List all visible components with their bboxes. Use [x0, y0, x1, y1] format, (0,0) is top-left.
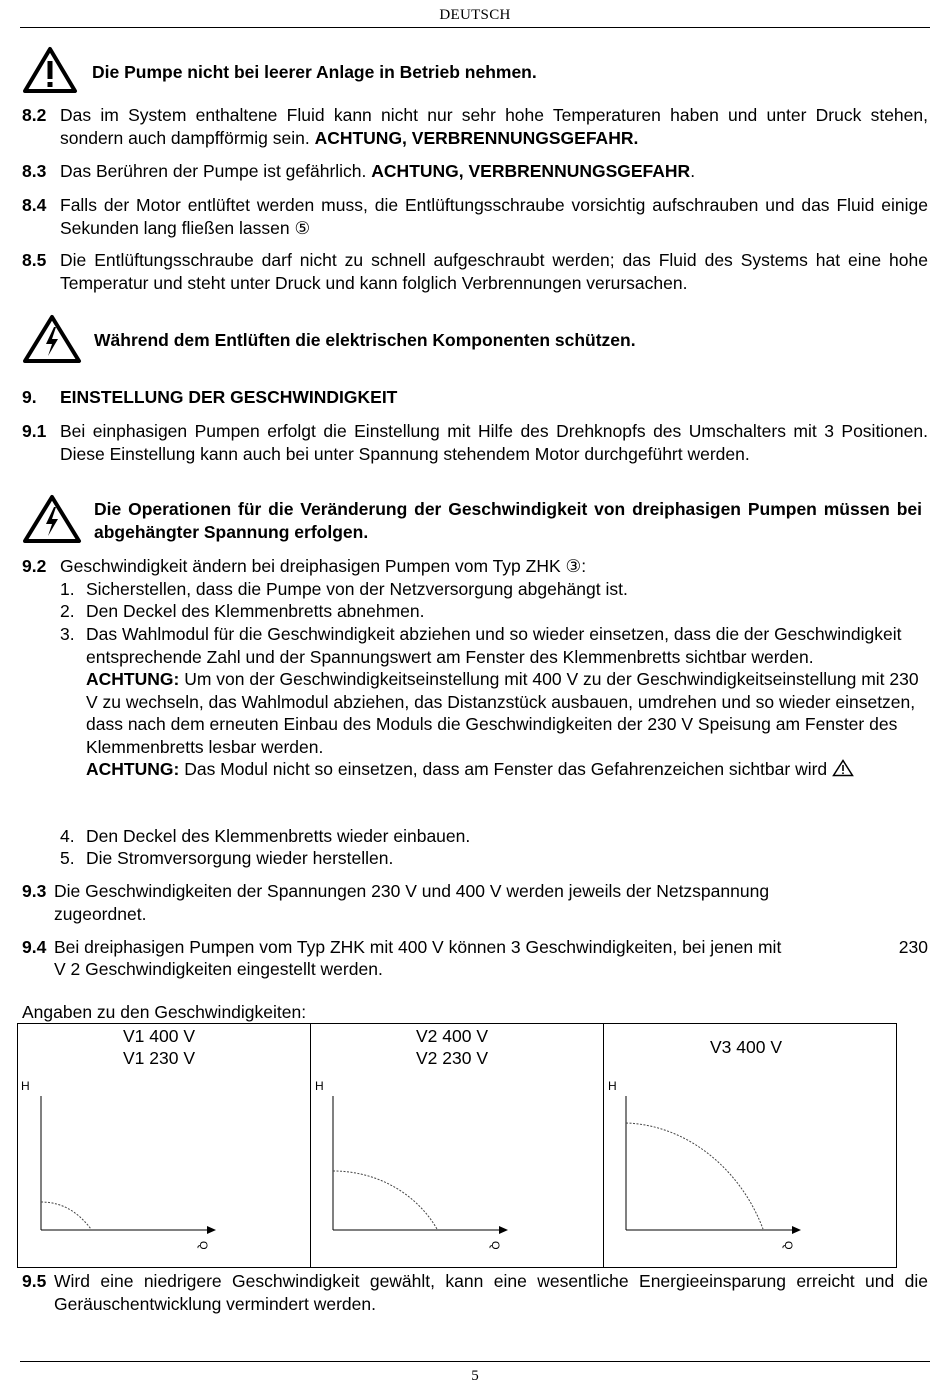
warning-empty-system: Die Pumpe nicht bei leerer Anlage in Betrieb nehmen.	[92, 62, 537, 82]
speed-panel-v2	[310, 1024, 603, 1267]
warning-three-phase-speed: Die Operationen für die Veränderung der Geschwindigkeit von dreiphasigen Pumpen müssen bei abgehängter Spannung erfolgen.	[94, 499, 922, 542]
section-8-3-text	[60, 160, 928, 183]
electrical-hazard-icon	[22, 314, 82, 364]
q-axis-label: Q	[782, 1241, 794, 1250]
electrical-hazard-icon	[22, 494, 82, 544]
list-item-number: 2.	[60, 601, 75, 621]
h-axis-label: H	[315, 1079, 324, 1093]
axis-arrow	[207, 1226, 216, 1234]
section-9-heading	[22, 386, 397, 409]
warning-electrical-components: Während dem Entlüften die elektrischen Komponenten schützen.	[94, 330, 636, 350]
list-item-text: Die Stromversorgung wieder herstellen.	[86, 848, 394, 868]
section-9-5-text: Wird eine niedrigere Geschwindigkeit gewählt, kann eine wesentliche Energieeinsparung erreicht und die Geräuschentwicklung vermindert werden.	[54, 1271, 928, 1314]
achtung-text: Um von der Geschwindigkeitseinstellung mit 400 V zu der Geschwindigkeitseinstellung mit 230 V zu wechseln, das Wahlmodul abziehen, das Distanzstück ausbauen, umdrehen und so wieder einsetzen, dass nach dem erneuten Einbau des Moduls die Geschwindigkeiten der 230 V Speisung am Fenster des Klemmenbretts lesbar werden.	[86, 669, 919, 757]
speed-curve	[333, 1171, 437, 1229]
page-header: DEUTSCH	[20, 4, 930, 28]
speed-panel-v1	[18, 1024, 310, 1267]
section-8-2-warning: ACHTUNG, VERBRENNUNGSGEFAHR.	[314, 127, 639, 148]
section-number-8-4: 8.4	[22, 195, 47, 215]
pump-curve-chart	[310, 1024, 603, 1267]
section-8-3-warning: ACHTUNG, VERBRENNUNGSGEFAHR	[371, 161, 691, 181]
speed-label: V1 400 V	[123, 1026, 195, 1046]
section-number-9-5: 9.5	[22, 1271, 47, 1291]
achtung-label: ACHTUNG:	[86, 759, 180, 779]
speed-label: V2 230 V	[416, 1048, 488, 1068]
page-number: 5	[471, 1368, 479, 1384]
section-8-5-text: Die Entlüftungsschraube darf nicht zu schnell aufgeschraubt werden; das Fluid des Systems hat eine hohe Temperatur und steht unter Druck und kann folglich Verbrennungen verursachen.	[60, 250, 928, 293]
section-number-9-3: 9.3	[22, 881, 47, 901]
warning-triangle-icon	[22, 46, 78, 94]
speed-panel-v3	[603, 1024, 896, 1267]
section-9-number: 9.	[22, 387, 37, 407]
section-9-3-text: Die Geschwindigkeiten der Spannungen 230 V und 400 V werden jeweils der Netzspannung zugeordnet.	[54, 881, 770, 924]
section-8-3-body: Das Berühren der Pumpe ist gefährlich.	[60, 161, 367, 181]
list-item-text: Den Deckel des Klemmenbretts wieder einbauen.	[86, 826, 471, 846]
section-number-9-2: 9.2	[22, 556, 47, 576]
footer-rule	[20, 1361, 930, 1362]
speed-curves-table	[17, 1023, 897, 1268]
section-8-4-text: Falls der Motor entlüftet werden muss, die Entlüftungsschraube vorsichtig aufschrauben und das Fluid einige Sekunden lang fließen lassen ⑤	[60, 195, 928, 238]
list-item-text: Sicherstellen, dass die Pumpe von der Netzversorgung abgehängt ist.	[86, 579, 628, 599]
list-item-3-achtung-2	[86, 758, 920, 781]
list-item-number: 4.	[60, 826, 75, 846]
speed-curve	[626, 1123, 763, 1229]
axis-arrow	[499, 1226, 508, 1234]
pump-curve-chart	[603, 1024, 896, 1267]
pump-curve-chart	[18, 1024, 310, 1267]
list-item-number: 1.	[60, 579, 75, 599]
list-item-3-body: Das Wahlmodul für die Geschwindigkeit abziehen und so wieder einsetzen, dass die der Geschwindigkeit entsprechende Zahl und der Spannungswert am Fenster des Klemmenbretts sichtbar werden.	[86, 624, 902, 667]
section-9-4-line2: V 2 Geschwindigkeiten eingestellt werden.	[54, 959, 383, 979]
list-item-text	[86, 623, 920, 781]
list-item-number: 3.	[60, 624, 75, 644]
section-9-1-text: Bei einphasigen Pumpen erfolgt die Einstellung mit Hilfe des Drehknopfs des Umschalters mit 3 Positionen. Diese Einstellung kann auch bei unter Spannung stehendem Motor durchgeführt werden.	[60, 421, 928, 464]
speed-label: V3 400 V	[710, 1037, 782, 1057]
section-9-4-line1-end: 230	[898, 937, 928, 957]
h-axis-label: H	[608, 1079, 617, 1093]
axis-arrow	[792, 1226, 801, 1234]
list-item-3-achtung-1	[86, 668, 920, 758]
section-number-9-4: 9.4	[22, 937, 47, 957]
section-number-8-2: 8.2	[22, 105, 47, 125]
section-9-4-line1: Bei dreiphasigen Pumpen vom Typ ZHK mit 400 V können 3 Geschwindigkeiten, bei jenen mit	[54, 937, 782, 957]
section-8-2-body: Das im System enthaltene Fluid kann nicht nur sehr hohe Temperaturen haben und unter Druck stehen, sondern auch dampfförmig sein.	[60, 105, 928, 148]
achtung-text: Das Modul nicht so einsetzen, dass am Fenster das Gefahrenzeichen sichtbar wird	[184, 759, 828, 779]
speed-curve	[41, 1202, 91, 1229]
q-axis-label: Q	[489, 1241, 501, 1250]
list-item-text: Den Deckel des Klemmenbretts abnehmen.	[86, 601, 425, 621]
section-8-3-tail: .	[690, 161, 696, 181]
section-9-title: EINSTELLUNG DER GESCHWINDIGKEIT	[60, 387, 398, 407]
h-axis-label: H	[21, 1079, 30, 1093]
speeds-caption: Angaben zu den Geschwindigkeiten:	[22, 1002, 307, 1022]
section-9-2-text: Geschwindigkeit ändern bei dreiphasigen Pumpen vom Typ ZHK ③:	[60, 556, 587, 576]
section-number-8-5: 8.5	[22, 250, 47, 270]
q-axis-label: Q	[197, 1241, 209, 1250]
speed-label: V1 230 V	[123, 1048, 195, 1068]
section-number-8-3: 8.3	[22, 161, 47, 181]
section-8-2-text	[60, 104, 928, 149]
hazard-symbol-icon	[832, 759, 854, 777]
section-number-9-1: 9.1	[22, 421, 47, 441]
list-item-number: 5.	[60, 848, 75, 868]
achtung-label: ACHTUNG:	[86, 669, 180, 689]
speed-label: V2 400 V	[416, 1026, 488, 1046]
